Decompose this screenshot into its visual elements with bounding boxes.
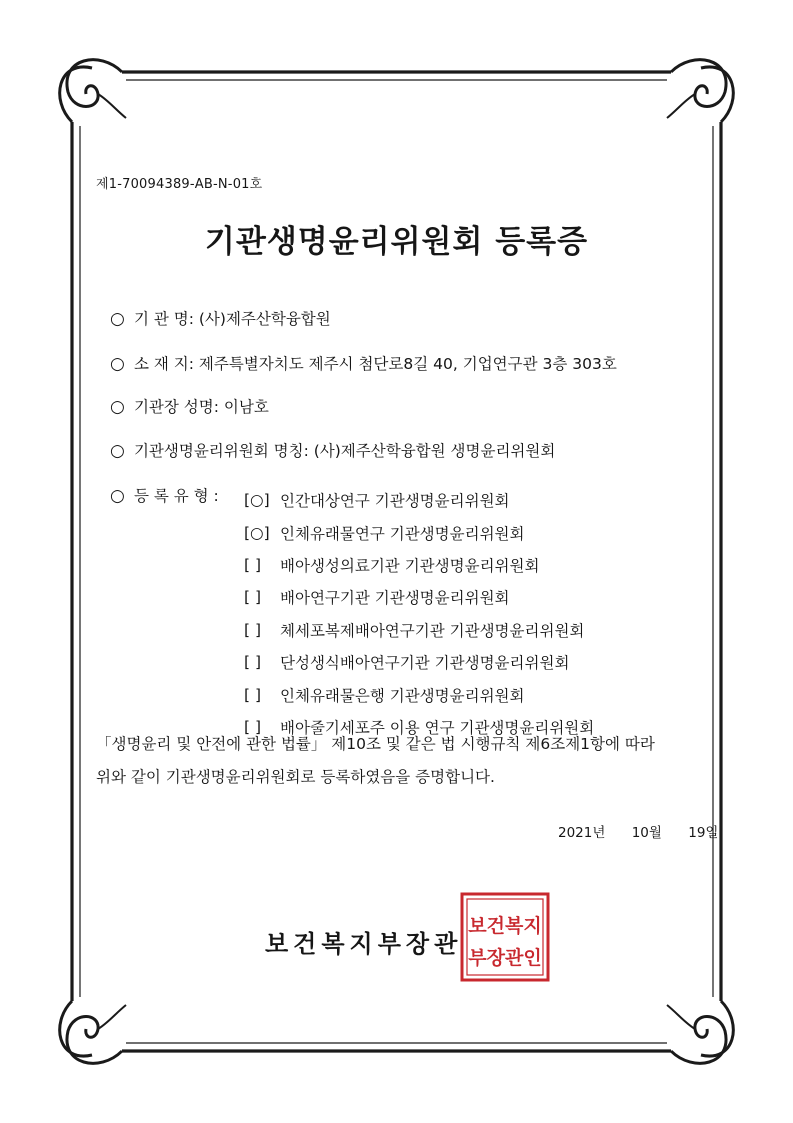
date-day: 19일 bbox=[688, 825, 719, 841]
field-label: 기 관 명: bbox=[133, 310, 194, 328]
field-label: 기관생명윤리위원회 명칭: bbox=[133, 442, 309, 460]
field-value: (사)제주산학융합원 bbox=[198, 310, 331, 328]
field-institution-name bbox=[110, 307, 331, 329]
field-label: 등 록 유 형 : bbox=[133, 487, 219, 505]
certification-line-2: 위와 같이 기관생명윤리위원회로 등록하였음을 증명합니다. bbox=[96, 768, 495, 786]
field-address bbox=[110, 352, 617, 374]
checkbox-mark: [ ] bbox=[244, 620, 262, 639]
type-label: 인체유래물은행 기관생명윤리위원회 bbox=[280, 686, 525, 705]
list-item bbox=[244, 646, 594, 678]
bullet-circle: ○ bbox=[110, 309, 125, 329]
checkbox-mark: [ ] bbox=[244, 685, 262, 704]
type-label: 인체유래물연구 기관생명윤리위원회 bbox=[280, 524, 525, 543]
bullet-circle: ○ bbox=[110, 486, 125, 506]
certification-line-1: 「생명윤리 및 안전에 관한 법률」 제10조 및 같은 법 시행규칙 제6조제1항에 따라 bbox=[96, 735, 655, 753]
seal-text-line2: 부장관인 bbox=[468, 947, 542, 969]
page-title: 기관생명윤리위원회 등록증 bbox=[204, 224, 589, 260]
checkbox-mark: [○] bbox=[244, 491, 270, 510]
type-label: 인간대상연구 기관생명윤리위원회 bbox=[280, 492, 510, 511]
checkbox-mark: [ ] bbox=[244, 653, 262, 672]
bullet-circle: ○ bbox=[110, 397, 125, 417]
serial-number: 제1-70094389-AB-N-01호 bbox=[96, 177, 263, 192]
checkbox-mark: [○] bbox=[244, 523, 270, 542]
type-label: 배아줄기세포주 이용 연구 기관생명윤리위원회 bbox=[280, 718, 595, 737]
field-head-name bbox=[110, 395, 269, 417]
seal-text-line1: 보건복지 bbox=[468, 915, 542, 937]
issue-date bbox=[558, 821, 726, 841]
field-value: (사)제주산학융합원 생명윤리위원회 bbox=[313, 442, 556, 460]
bullet-circle: ○ bbox=[110, 354, 125, 374]
field-label: 기관장 성명: bbox=[133, 398, 219, 416]
list-item bbox=[244, 614, 594, 646]
date-month: 10월 bbox=[631, 825, 662, 841]
field-label: 소 재 지: bbox=[133, 355, 194, 373]
field-committee-name bbox=[110, 439, 555, 461]
date-year: 2021년 bbox=[558, 825, 606, 841]
bullet-circle: ○ bbox=[110, 441, 125, 461]
field-value: 제주특별자치도 제주시 첨단로8길 40, 기업연구관 3층 303호 bbox=[198, 355, 617, 373]
checkbox-mark: [ ] bbox=[244, 717, 262, 736]
list-item bbox=[244, 516, 594, 548]
list-item bbox=[244, 484, 594, 516]
registration-type-list bbox=[244, 484, 594, 743]
type-label: 단성생식배아연구기관 기관생명윤리위원회 bbox=[280, 654, 570, 673]
checkbox-mark: [ ] bbox=[244, 555, 262, 574]
list-item bbox=[244, 678, 594, 710]
list-item bbox=[244, 549, 594, 581]
list-item bbox=[244, 581, 594, 613]
field-registration-type bbox=[110, 484, 219, 506]
type-label: 배아연구기관 기관생명윤리위원회 bbox=[280, 589, 510, 608]
type-label: 배아생성의료기관 기관생명윤리위원회 bbox=[280, 556, 540, 575]
field-value: 이남호 bbox=[223, 398, 269, 416]
type-label: 체세포복제배아연구기관 기관생명윤리위원회 bbox=[280, 621, 585, 640]
official-seal bbox=[460, 892, 550, 982]
checkbox-mark: [ ] bbox=[244, 588, 262, 607]
issuer-name: 보건복지부장관 bbox=[265, 930, 463, 958]
